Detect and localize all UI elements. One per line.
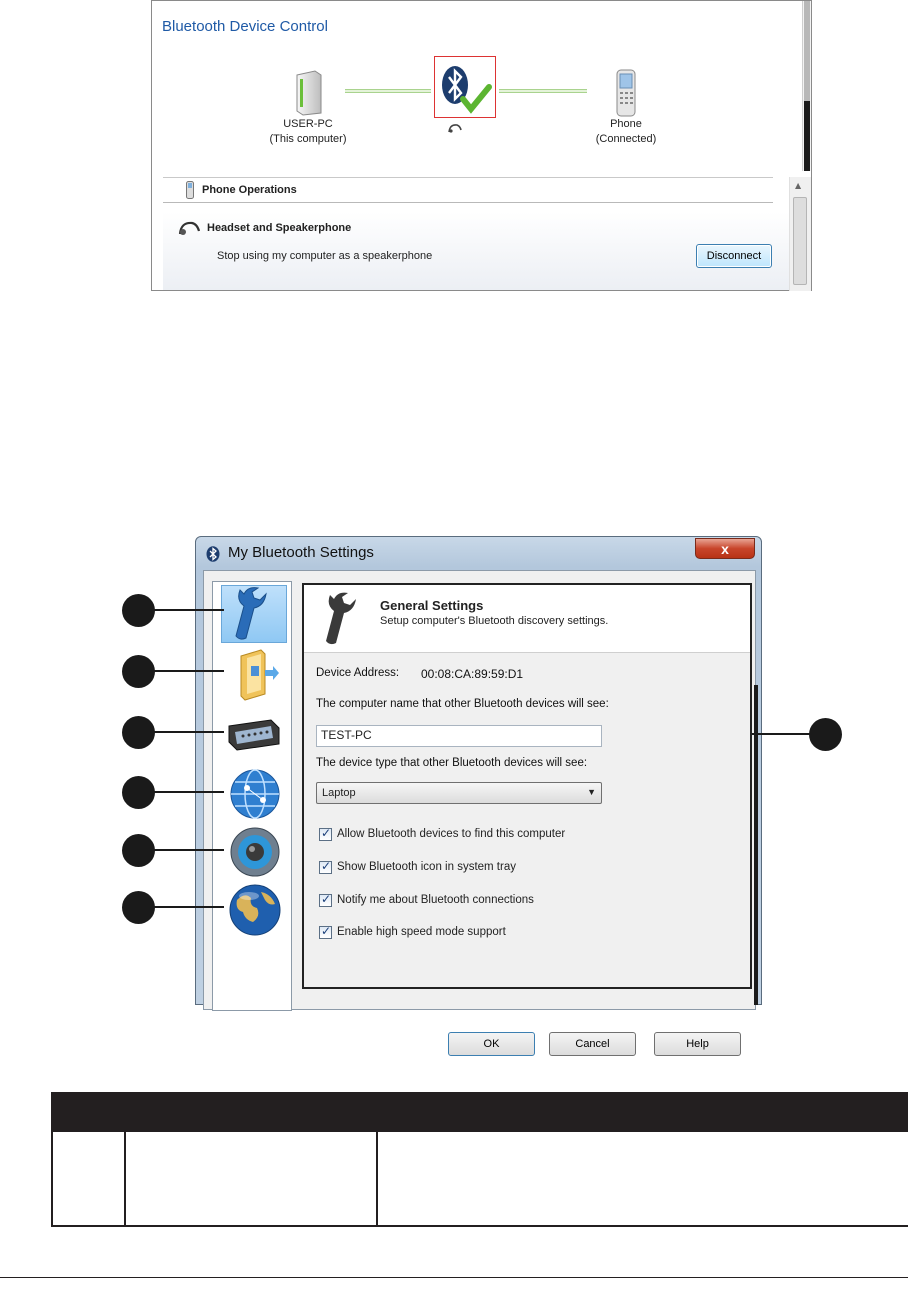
checkbox-checked-icon[interactable] bbox=[319, 894, 332, 907]
checkbox-checked-icon[interactable] bbox=[319, 861, 332, 874]
settings-sidebar bbox=[212, 581, 292, 1011]
serial-port-icon bbox=[221, 706, 285, 762]
earth-globe-icon bbox=[221, 882, 285, 938]
legend-table bbox=[51, 1092, 908, 1227]
headset-service-label: Headset and Speakerphone bbox=[207, 222, 352, 234]
sidebar-item-network[interactable] bbox=[221, 766, 287, 824]
general-settings-panel bbox=[302, 583, 752, 989]
bluetooth-settings-dialog bbox=[195, 536, 762, 1050]
sidebar-item-serial-port[interactable] bbox=[221, 706, 287, 764]
checkbox-label: Show Bluetooth icon in system tray bbox=[337, 861, 516, 873]
bluetooth-check-icon bbox=[435, 57, 495, 117]
callout-marker bbox=[122, 594, 155, 627]
phone-caption: (Connected) bbox=[595, 133, 657, 145]
scroll-thumb[interactable] bbox=[793, 197, 807, 285]
connection-line-right bbox=[499, 89, 587, 93]
general-settings-header bbox=[304, 585, 750, 653]
callout-leader-line bbox=[154, 731, 224, 733]
checkbox-checked-icon[interactable] bbox=[319, 926, 332, 939]
table-row bbox=[51, 1132, 908, 1227]
scrollbar-top[interactable] bbox=[802, 1, 811, 171]
callout-leader-line bbox=[154, 609, 224, 611]
checkbox-checked-icon[interactable] bbox=[319, 828, 332, 841]
help-button[interactable]: Help bbox=[654, 1032, 741, 1056]
table-cell bbox=[128, 1132, 378, 1225]
bluetooth-status-box[interactable] bbox=[434, 56, 496, 118]
computer-caption: (This computer) bbox=[269, 133, 347, 145]
folder-share-icon bbox=[221, 646, 285, 702]
footer-rule bbox=[0, 1277, 908, 1278]
computer-tower-icon bbox=[293, 69, 323, 117]
computer-name: USER-PC bbox=[283, 118, 333, 130]
headset-small-icon bbox=[448, 123, 462, 133]
wrench-icon bbox=[222, 586, 286, 642]
computer-name-prompt: The computer name that other Bluetooth devices will see: bbox=[316, 698, 609, 710]
device-type-value: Laptop bbox=[322, 787, 356, 799]
checkbox-label: Notify me about Bluetooth connections bbox=[337, 894, 534, 906]
callout-marker bbox=[122, 716, 155, 749]
dialog-titlebar[interactable] bbox=[196, 537, 761, 569]
service-description: Stop using my computer as a speakerphone bbox=[217, 250, 433, 262]
dialog-client-area bbox=[203, 570, 756, 1050]
phone-small-icon bbox=[186, 181, 194, 199]
bluetooth-device-control-panel bbox=[151, 0, 812, 291]
callout-marker bbox=[122, 891, 155, 924]
settings-page-subtitle: Setup computer's Bluetooth discovery settings. bbox=[380, 615, 609, 627]
phone-icon bbox=[615, 69, 637, 117]
device-address-label: Device Address: bbox=[316, 667, 400, 679]
callout-marker bbox=[122, 776, 155, 809]
cancel-button[interactable]: Cancel bbox=[549, 1032, 636, 1056]
table-header bbox=[51, 1092, 908, 1132]
sidebar-item-general[interactable] bbox=[221, 585, 287, 643]
phone-operations-header bbox=[163, 177, 773, 203]
panel-title: Bluetooth Device Control bbox=[162, 18, 328, 35]
phone-operations-label: Phone Operations bbox=[202, 184, 297, 196]
network-globe-icon bbox=[221, 766, 285, 822]
callout-leader-line bbox=[154, 791, 224, 793]
device-address-value: 00:08:CA:89:59:D1 bbox=[421, 667, 524, 681]
computer-name-field[interactable]: TEST-PC bbox=[316, 725, 602, 747]
callout-marker bbox=[809, 718, 842, 751]
dialog-title: My Bluetooth Settings bbox=[228, 544, 374, 561]
callout-leader-line bbox=[752, 733, 810, 735]
headset-service-row bbox=[163, 212, 789, 290]
callout-marker bbox=[122, 834, 155, 867]
callout-leader-line bbox=[154, 670, 224, 672]
computer-device[interactable] bbox=[258, 69, 358, 147]
bluetooth-app-icon bbox=[206, 546, 220, 562]
checkbox-label: Allow Bluetooth devices to find this computer bbox=[337, 828, 566, 840]
scroll-up-arrow-icon[interactable]: ▲ bbox=[795, 181, 802, 190]
checkbox-label: Enable high speed mode support bbox=[337, 926, 506, 938]
phone-name: Phone bbox=[610, 118, 642, 130]
sidebar-item-audio[interactable] bbox=[221, 824, 287, 882]
callout-marker bbox=[122, 655, 155, 688]
table-cell bbox=[380, 1132, 908, 1225]
settings-page-title: General Settings bbox=[380, 598, 484, 613]
headset-icon bbox=[178, 220, 200, 236]
device-type-prompt: The device type that other Bluetooth devices will see: bbox=[316, 757, 588, 769]
callout-leader-line bbox=[154, 906, 224, 908]
speaker-icon bbox=[221, 824, 285, 880]
operations-area bbox=[163, 177, 789, 291]
close-button[interactable]: x bbox=[695, 538, 755, 559]
sidebar-item-file-transfer[interactable] bbox=[221, 646, 287, 704]
sidebar-item-internet[interactable] bbox=[221, 882, 287, 940]
device-type-select[interactable] bbox=[316, 782, 602, 804]
ok-button[interactable]: OK bbox=[448, 1032, 535, 1056]
chevron-down-icon: ▼ bbox=[587, 787, 596, 797]
wrench-header-icon bbox=[318, 591, 364, 647]
scrollbar-bottom[interactable] bbox=[789, 177, 811, 291]
phone-device[interactable] bbox=[576, 69, 676, 147]
table-cell bbox=[53, 1132, 126, 1225]
callout-leader-line bbox=[154, 849, 224, 851]
connection-line-left bbox=[345, 89, 431, 93]
disconnect-button[interactable]: Disconnect bbox=[696, 244, 772, 268]
